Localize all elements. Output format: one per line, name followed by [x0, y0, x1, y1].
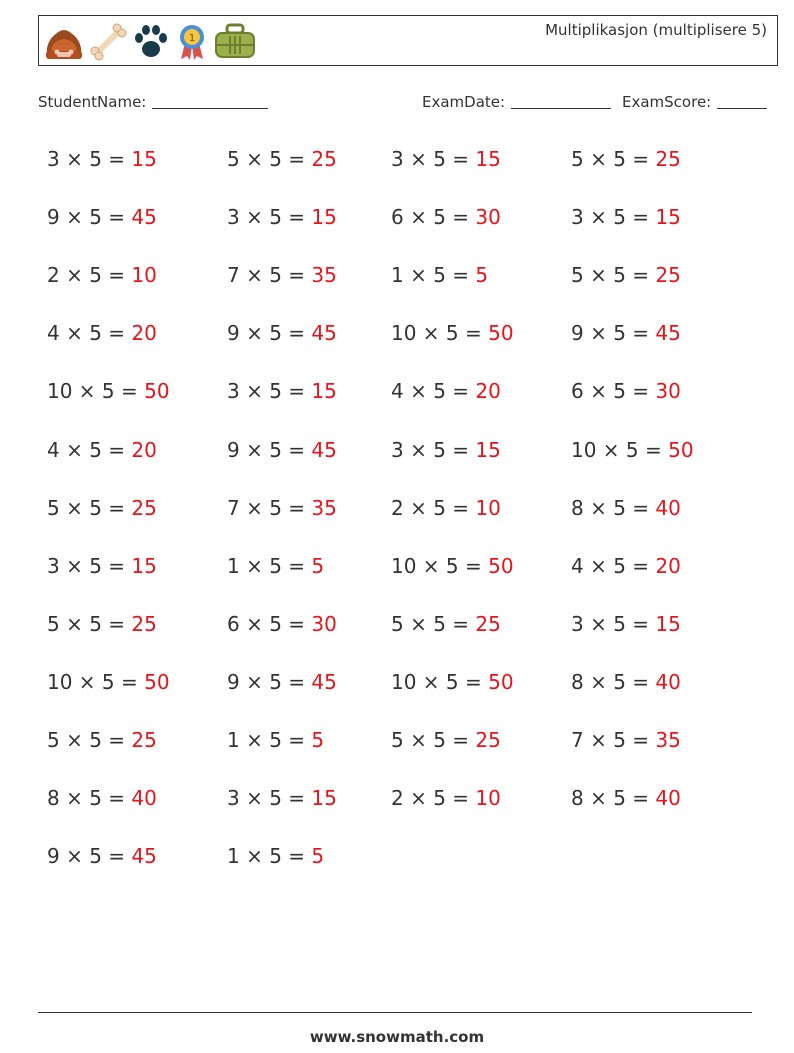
problem-answer: 25 — [311, 147, 337, 171]
problem-question: 10 × 5 = — [47, 379, 145, 404]
problem-item — [391, 379, 501, 403]
problem-question: 1 × 5 = — [227, 844, 312, 869]
problem-item — [227, 670, 337, 694]
problem-item — [227, 554, 324, 578]
problem-answer: 10 — [131, 263, 157, 288]
problem-question: 8 × 5 = — [571, 786, 656, 811]
problem-item — [571, 379, 681, 403]
exam-date-label: ExamDate: — [422, 93, 506, 111]
problem-item — [47, 554, 157, 578]
problem-answer: 35 — [311, 263, 337, 288]
problem-item — [391, 205, 501, 229]
footer-url: www.snowmath.com — [309, 1028, 485, 1046]
problem-question: 9 × 5 = — [47, 844, 132, 869]
problem-question: 2 × 5 = — [47, 263, 132, 288]
problem-question: 9 × 5 = — [47, 205, 132, 230]
problem-question: 4 × 5 = — [47, 437, 132, 462]
problem-question: 7 × 5 = — [571, 728, 656, 752]
problem-answer: 40 — [655, 786, 681, 811]
problem-answer: 50 — [144, 669, 170, 694]
problem-answer: 45 — [311, 669, 337, 694]
problem-answer: 20 — [131, 321, 157, 346]
problem-answer: 45 — [311, 321, 337, 346]
problem-item — [391, 321, 514, 345]
problem-item — [227, 786, 337, 810]
footer-divider — [38, 1012, 752, 1013]
problem-item — [571, 786, 681, 810]
problem-answer: 50 — [488, 321, 514, 346]
problem-question: 1 × 5 = — [227, 553, 312, 578]
problem-answer: 10 — [475, 786, 501, 811]
problem-item — [227, 612, 337, 636]
problem-answer: 15 — [311, 786, 337, 811]
problem-question: 10 × 5 = — [391, 321, 489, 346]
problem-item — [227, 205, 337, 229]
problem-question: 3 × 5 = — [227, 205, 312, 230]
problem-answer: 50 — [668, 437, 694, 462]
problem-question: 10 × 5 = — [391, 669, 489, 694]
problem-item — [391, 263, 488, 287]
problem-item — [227, 321, 337, 345]
problem-answer: 30 — [475, 205, 501, 230]
problem-item — [391, 728, 501, 752]
problem-question: 8 × 5 = — [571, 495, 656, 520]
problem-answer: 5 — [311, 844, 325, 869]
problem-answer: 50 — [488, 669, 514, 694]
problem-item — [571, 438, 694, 462]
problem-item — [391, 786, 501, 810]
problem-answer: 15 — [655, 205, 681, 230]
problem-item — [47, 728, 157, 752]
problem-answer: 15 — [131, 553, 157, 578]
problem-question: 10 × 5 = — [47, 669, 145, 694]
problem-item — [391, 438, 501, 462]
problem-item — [391, 612, 501, 636]
problem-item — [571, 728, 681, 752]
problem-question: 7 × 5 = — [227, 263, 312, 288]
problem-item — [571, 496, 681, 520]
problem-question: 5 × 5 = — [47, 611, 132, 636]
problem-answer: 15 — [475, 147, 501, 171]
problem-answer: 20 — [131, 437, 157, 462]
problem-answer: 40 — [131, 786, 157, 811]
problem-answer: 15 — [311, 379, 337, 404]
problem-question: 10 × 5 = — [391, 553, 489, 578]
problem-answer: 45 — [311, 437, 337, 462]
problem-question: 1 × 5 = — [227, 728, 312, 752]
problem-question: 3 × 5 = — [47, 147, 132, 171]
problem-question: 3 × 5 = — [47, 553, 132, 578]
problem-answer: 35 — [655, 728, 681, 752]
problem-answer: 45 — [655, 321, 681, 346]
problem-item — [227, 379, 337, 403]
problem-item — [227, 496, 337, 520]
problem-question: 7 × 5 = — [227, 495, 312, 520]
problem-item — [47, 844, 157, 868]
problem-question: 4 × 5 = — [47, 321, 132, 346]
problem-answer: 30 — [311, 611, 337, 636]
problem-item — [47, 379, 170, 403]
problem-item — [47, 496, 157, 520]
problem-question: 8 × 5 = — [47, 786, 132, 811]
problem-item — [571, 670, 681, 694]
problem-item — [47, 321, 157, 345]
problem-item — [47, 670, 170, 694]
problem-item — [571, 263, 681, 287]
worksheet-title: Multiplikasjon (multiplisere 5) — [545, 21, 767, 39]
problem-item — [47, 147, 157, 171]
problem-answer: 30 — [655, 379, 681, 404]
problem-question: 2 × 5 = — [391, 786, 476, 811]
problem-answer: 50 — [144, 379, 170, 404]
problem-item — [391, 496, 501, 520]
problem-answer: 45 — [131, 205, 157, 230]
problem-answer: 40 — [655, 669, 681, 694]
problem-question: 2 × 5 = — [391, 495, 476, 520]
problem-question: 5 × 5 = — [571, 147, 656, 171]
problem-item — [571, 147, 681, 171]
problem-question: 3 × 5 = — [227, 379, 312, 404]
problem-answer: 5 — [311, 728, 325, 752]
problem-question: 8 × 5 = — [571, 669, 656, 694]
problem-item — [47, 263, 157, 287]
problem-question: 3 × 5 = — [571, 611, 656, 636]
problem-answer: 15 — [655, 611, 681, 636]
problem-item — [227, 147, 337, 171]
problem-item — [227, 728, 324, 752]
problem-question: 5 × 5 = — [47, 728, 132, 752]
problem-item — [391, 554, 514, 578]
problem-answer: 15 — [311, 205, 337, 230]
problem-question: 1 × 5 = — [391, 263, 476, 288]
problem-question: 5 × 5 = — [47, 495, 132, 520]
problem-question: 3 × 5 = — [571, 205, 656, 230]
problem-question: 6 × 5 = — [571, 379, 656, 404]
problem-answer: 15 — [475, 437, 501, 462]
problem-item — [391, 670, 514, 694]
problem-question: 5 × 5 = — [571, 263, 656, 288]
problem-item — [571, 321, 681, 345]
problem-question: 3 × 5 = — [391, 437, 476, 462]
problem-answer: 25 — [131, 611, 157, 636]
problem-item — [47, 205, 157, 229]
problem-answer: 40 — [655, 495, 681, 520]
problem-question: 5 × 5 = — [227, 147, 312, 171]
problem-question: 4 × 5 = — [391, 379, 476, 404]
problem-item — [391, 147, 501, 171]
problem-question: 4 × 5 = — [571, 553, 656, 578]
problem-item — [47, 438, 157, 462]
problem-question: 5 × 5 = — [391, 728, 476, 752]
problem-question: 9 × 5 = — [227, 321, 312, 346]
problem-answer: 50 — [488, 553, 514, 578]
problem-answer: 25 — [655, 147, 681, 171]
problem-question: 9 × 5 = — [227, 437, 312, 462]
problem-question: 3 × 5 = — [391, 147, 476, 171]
problem-answer: 45 — [131, 844, 157, 869]
problem-answer: 5 — [475, 263, 489, 288]
problem-question: 5 × 5 = — [391, 611, 476, 636]
problem-answer: 35 — [311, 495, 337, 520]
exam-score-label: ExamScore: — [622, 93, 712, 111]
problem-question: 9 × 5 = — [227, 669, 312, 694]
problem-answer: 20 — [655, 553, 681, 578]
problem-question: 6 × 5 = — [227, 611, 312, 636]
problem-item — [227, 844, 324, 868]
problem-answer: 10 — [475, 495, 501, 520]
svg-text:1: 1 — [188, 33, 196, 44]
student-name-label: StudentName: — [38, 93, 147, 111]
problem-item — [571, 554, 681, 578]
problem-answer: 25 — [475, 728, 501, 752]
problem-item — [227, 263, 337, 287]
problem-question: 10 × 5 = — [571, 437, 669, 462]
problem-answer: 25 — [655, 263, 681, 288]
problem-answer: 20 — [475, 379, 501, 404]
problem-item — [571, 205, 681, 229]
problem-question: 3 × 5 = — [227, 786, 312, 811]
problem-item — [227, 438, 337, 462]
problem-item — [571, 612, 681, 636]
problem-answer: 5 — [311, 553, 325, 578]
problem-item — [47, 612, 157, 636]
problem-answer: 25 — [475, 611, 501, 636]
problem-question: 6 × 5 = — [391, 205, 476, 230]
problem-item — [47, 786, 157, 810]
problem-answer: 25 — [131, 728, 157, 752]
problem-question: 9 × 5 = — [571, 321, 656, 346]
problem-answer: 25 — [131, 495, 157, 520]
problem-answer: 15 — [131, 147, 157, 171]
